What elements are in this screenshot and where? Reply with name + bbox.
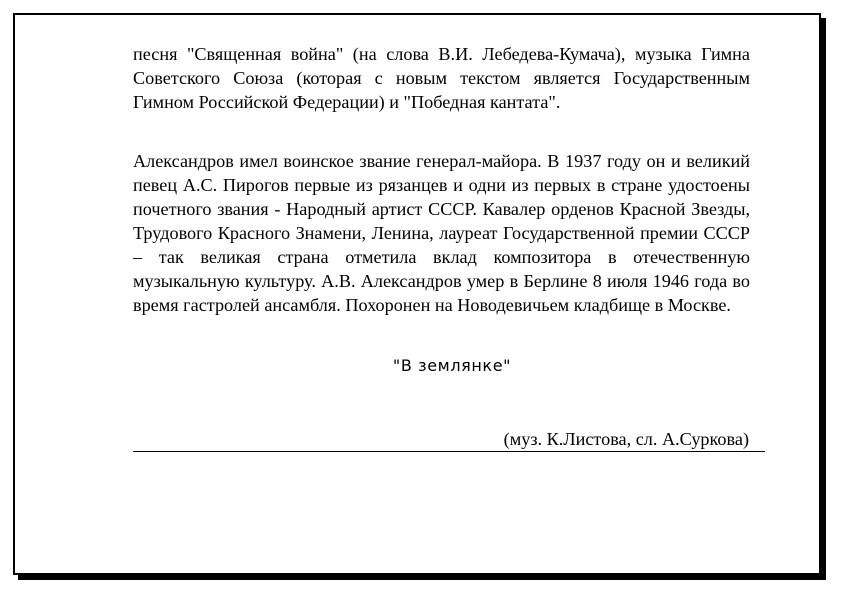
paragraph-biography-intro: песня "Священная война" (на слова В.И. Лебедева-Кумача), музыка Гимна Советского Союза (которая с новым текстом является Государственным Гимном Российской Федерации) и "Победная кантата". (133, 44, 750, 112)
song-title: "В землянке" (392, 356, 512, 375)
paragraph-biography-main: Александров имел воинское звание генерал-майора. В 1937 году он и великий певец А.С. Пирогов первые из рязанцев и одни из первых в стране удостоены почетного звания - Народный артист СССР. Кавалер орденов Красной Звезды, Трудового Красного Знамени, Ленина, лауреат Государственной премии СССР – так великая страна отметила вклад композитора в отечественную музыкальную культуру. А.В. Александров умер в Берлине 8 июля 1946 года во время гастролей ансамбля. Похоронен на Новодевичьем кладбище в Москве. (133, 151, 750, 315)
song-credits-line (133, 428, 765, 452)
song-credits: (муз. К.Листова, сл. А.Суркова) (503, 429, 749, 449)
